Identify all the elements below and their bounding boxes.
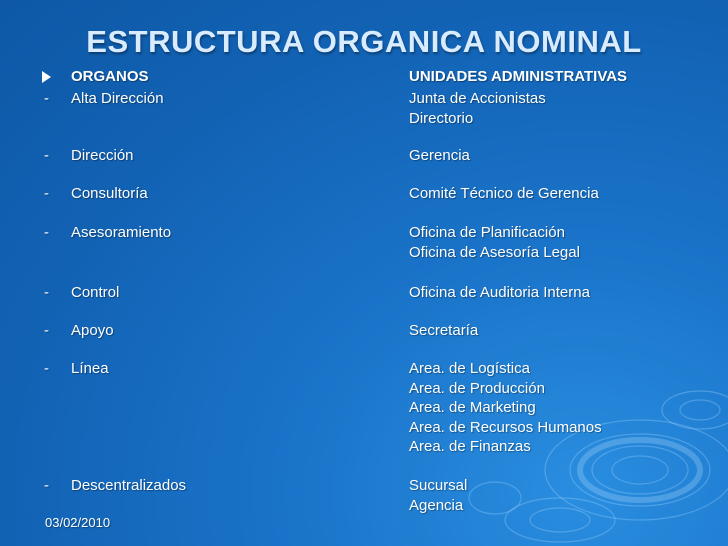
dash-bullet: - [44,322,49,339]
unidad-label: Gerencia [409,147,470,164]
organo-label: Dirección [71,147,134,164]
unidad-label: Area. de Marketing [409,399,536,416]
dash-bullet: - [44,147,49,164]
unidad-label: Sucursal [409,477,468,494]
unidad-label: Area. de Finanzas [409,438,531,455]
arrow-bullet-icon [42,71,51,83]
dash-bullet: - [44,185,49,202]
unidad-label: Agencia [409,496,464,514]
unidad-label: Oficina de Auditoria Interna [409,284,590,301]
slide-date: 03/02/2010 [45,515,111,530]
unidad-label: Secretaría [409,322,479,339]
dash-bullet: - [44,477,49,494]
unidad-label: Directorio [409,109,474,127]
organo-label: Asesoramiento [71,224,172,241]
unidad-label: Oficina de Asesoría Legal [409,243,580,261]
unidad-label: Oficina de Planificación [409,224,565,241]
header-unidades: UNIDADES ADMINISTRATIVAS [409,68,628,85]
slide-title: ESTRUCTURA ORGANICA NOMINAL [86,24,642,59]
dash-bullet: - [44,360,49,377]
organo-label: Descentralizados [71,477,187,494]
organo-label: Alta Dirección [71,90,164,107]
organo-label: Control [71,284,120,301]
unidad-label: Area. de Logística [409,360,530,377]
unidad-label: Comité Técnico de Gerencia [409,185,599,202]
dash-bullet: - [44,90,49,107]
unidad-label: Area. de Producción [409,379,545,397]
unidad-label: Junta de Accionistas [409,90,546,107]
dash-bullet: - [44,224,49,241]
organo-label: Línea [71,360,109,377]
unidad-label: Area. de Recursos Humanos [409,418,602,436]
dash-bullet: - [44,284,49,301]
organo-label: Apoyo [71,322,114,339]
organo-label: Consultoría [71,185,148,202]
header-organos: ORGANOS [71,68,149,85]
